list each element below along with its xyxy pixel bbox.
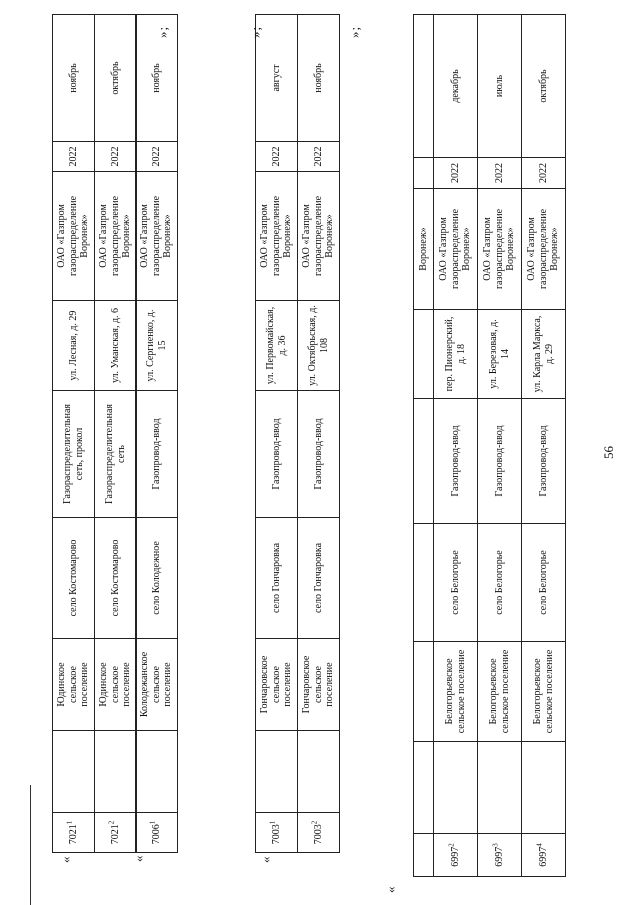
locality-cell: село Колодежное bbox=[136, 518, 178, 639]
row-number-superscript: 3 bbox=[491, 843, 500, 847]
table-group-4 bbox=[52, 14, 137, 853]
object-cell: Газопровод-ввод bbox=[136, 391, 178, 518]
year-cell: 2022 bbox=[256, 142, 298, 172]
row-number-superscript: 2 bbox=[310, 820, 319, 825]
row-number-cell bbox=[434, 834, 478, 877]
row-number: 6997 bbox=[493, 846, 505, 867]
quote-close-mark: »; bbox=[347, 25, 362, 38]
row-number: 7003 bbox=[270, 824, 282, 845]
month-cell bbox=[414, 15, 434, 158]
table-group-3 bbox=[135, 14, 178, 853]
table-row bbox=[136, 15, 178, 853]
row-number-superscript: 1 bbox=[65, 820, 74, 825]
month-cell: август bbox=[256, 15, 298, 142]
quote-open-mark: « bbox=[258, 855, 273, 863]
owner-cell: ОАО «Газпром газораспределение Воронеж» bbox=[95, 172, 137, 301]
blank-cell bbox=[95, 731, 137, 813]
address-cell: ул. Карла Маркса, д. 29 bbox=[522, 310, 566, 399]
year-cell: 2022 bbox=[136, 142, 178, 172]
year-cell: 2022 bbox=[95, 142, 137, 172]
owner-cell: ОАО «Газпром газораспределение Воронеж» bbox=[256, 172, 298, 301]
table-row bbox=[95, 15, 137, 853]
month-cell: июль bbox=[478, 15, 522, 158]
month-cell: ноябрь bbox=[136, 15, 178, 142]
row-number: 7021 bbox=[109, 824, 121, 845]
row-number-superscript: 2 bbox=[107, 820, 116, 825]
month-cell: ноябрь bbox=[53, 15, 95, 142]
blank-cell bbox=[414, 742, 434, 834]
row-number: 6997 bbox=[449, 846, 461, 867]
blank-cell bbox=[256, 731, 298, 813]
year-cell bbox=[414, 158, 434, 189]
locality-cell: село Белогорье bbox=[478, 524, 522, 642]
locality-cell: село Белогорье bbox=[522, 524, 566, 642]
year-cell: 2022 bbox=[478, 158, 522, 189]
month-cell: декабрь bbox=[434, 15, 478, 158]
locality-cell: село Костомарово bbox=[53, 518, 95, 639]
object-cell: Газопровод-ввод bbox=[478, 399, 522, 524]
quote-close-mark: »; bbox=[248, 25, 263, 38]
month-cell: октябрь bbox=[95, 15, 137, 142]
locality-cell: село Гончаровка bbox=[256, 518, 298, 639]
row-number-cell bbox=[522, 834, 566, 877]
address-cell: ул. Сергиенко, д. 15 bbox=[136, 301, 178, 391]
address-cell: ул. Уманская, д. 6 bbox=[95, 301, 137, 391]
row-number-cell bbox=[136, 813, 178, 853]
blank-cell bbox=[478, 742, 522, 834]
settlement-cell: Юдинское сельское поселение bbox=[53, 639, 95, 731]
footer-rule bbox=[30, 785, 31, 905]
object-cell: Газопровод-ввод bbox=[298, 391, 340, 518]
row-number: 7021 bbox=[67, 824, 79, 845]
month-cell: октябрь bbox=[522, 15, 566, 158]
year-cell: 2022 bbox=[434, 158, 478, 189]
owner-cell: ОАО «Газпром газораспределение Воронеж» bbox=[434, 189, 478, 310]
row-number-cell bbox=[53, 813, 95, 853]
address-cell: ул. Лесная, д. 29 bbox=[53, 301, 95, 391]
owner-cell: ОАО «Газпром газораспределение Воронеж» bbox=[53, 172, 95, 301]
year-cell: 2022 bbox=[53, 142, 95, 172]
settlement-cell: Белогорьевское сельское поселение bbox=[434, 642, 478, 742]
table-row bbox=[298, 15, 340, 853]
table-group-2 bbox=[255, 14, 340, 853]
object-cell bbox=[414, 399, 434, 524]
locality-cell: село Костомарово bbox=[95, 518, 137, 639]
row-number-superscript: 1 bbox=[148, 820, 157, 825]
row-number: 7003 bbox=[312, 824, 324, 845]
settlement-cell: Юдинское сельское поселение bbox=[95, 639, 137, 731]
owner-cell: ОАО «Газпром газораспределение Воронеж» bbox=[522, 189, 566, 310]
owner-cell: Воронеж» bbox=[414, 189, 434, 310]
address-cell: ул. Первомайская, д. 36 bbox=[256, 301, 298, 391]
table-row bbox=[478, 15, 522, 877]
table-group-1 bbox=[413, 14, 566, 877]
blank-cell bbox=[522, 742, 566, 834]
object-cell: Газопровод-ввод bbox=[434, 399, 478, 524]
blank-cell bbox=[434, 742, 478, 834]
month-cell: ноябрь bbox=[298, 15, 340, 142]
address-cell: ул. Березовая, д. 14 bbox=[478, 310, 522, 399]
quote-close-mark: »; bbox=[155, 25, 170, 38]
row-number-superscript: 2 bbox=[447, 843, 456, 847]
row-number-cell bbox=[298, 813, 340, 853]
settlement-cell: Белогорьевское сельское поселение bbox=[478, 642, 522, 742]
page-number: 56 bbox=[601, 446, 616, 459]
quote-open-mark: « bbox=[383, 885, 398, 893]
locality-cell bbox=[414, 524, 434, 642]
settlement-cell: Белогорьевское сельское поселение bbox=[522, 642, 566, 742]
locality-cell: село Гончаровка bbox=[298, 518, 340, 639]
table-row bbox=[414, 15, 434, 877]
quote-open-mark: « bbox=[58, 855, 73, 863]
table-row bbox=[522, 15, 566, 877]
row-number: 7006 bbox=[150, 824, 162, 845]
settlement-cell bbox=[414, 642, 434, 742]
object-cell: Газопровод-ввод bbox=[256, 391, 298, 518]
address-cell: ул. Октябрьская, д. 108 bbox=[298, 301, 340, 391]
settlement-cell: Колодежанское сельское поселение bbox=[136, 639, 178, 731]
blank-cell bbox=[136, 731, 178, 813]
blank-cell bbox=[53, 731, 95, 813]
address-cell bbox=[414, 310, 434, 399]
row-number-cell bbox=[256, 813, 298, 853]
table-row bbox=[256, 15, 298, 853]
settlement-cell: Гончаровское сельское поселение bbox=[256, 639, 298, 731]
locality-cell: село Белогорье bbox=[434, 524, 478, 642]
owner-cell: ОАО «Газпром газораспределение Воронеж» bbox=[298, 172, 340, 301]
object-cell: Газораспределительная сеть bbox=[95, 391, 137, 518]
owner-cell: ОАО «Газпром газораспределение Воронеж» bbox=[478, 189, 522, 310]
row-number-superscript: 4 bbox=[535, 843, 544, 847]
row-number-cell bbox=[95, 813, 137, 853]
row-number-superscript: 1 bbox=[268, 820, 277, 825]
settlement-cell: Гончаровское сельское поселение bbox=[298, 639, 340, 731]
object-cell: Газопровод-ввод bbox=[522, 399, 566, 524]
object-cell: Газораспределительная сеть, прокол bbox=[53, 391, 95, 518]
row-number: 6997 bbox=[537, 846, 549, 867]
year-cell: 2022 bbox=[298, 142, 340, 172]
quote-open-mark: « bbox=[131, 854, 146, 862]
address-cell: пер. Пионерский, д. 18 bbox=[434, 310, 478, 399]
blank-cell bbox=[298, 731, 340, 813]
table-row bbox=[53, 15, 95, 853]
row-number-cell bbox=[478, 834, 522, 877]
year-cell: 2022 bbox=[522, 158, 566, 189]
row-number-cell bbox=[414, 834, 434, 877]
table-row bbox=[434, 15, 478, 877]
owner-cell: ОАО «Газпром газораспределение Воронеж» bbox=[136, 172, 178, 301]
